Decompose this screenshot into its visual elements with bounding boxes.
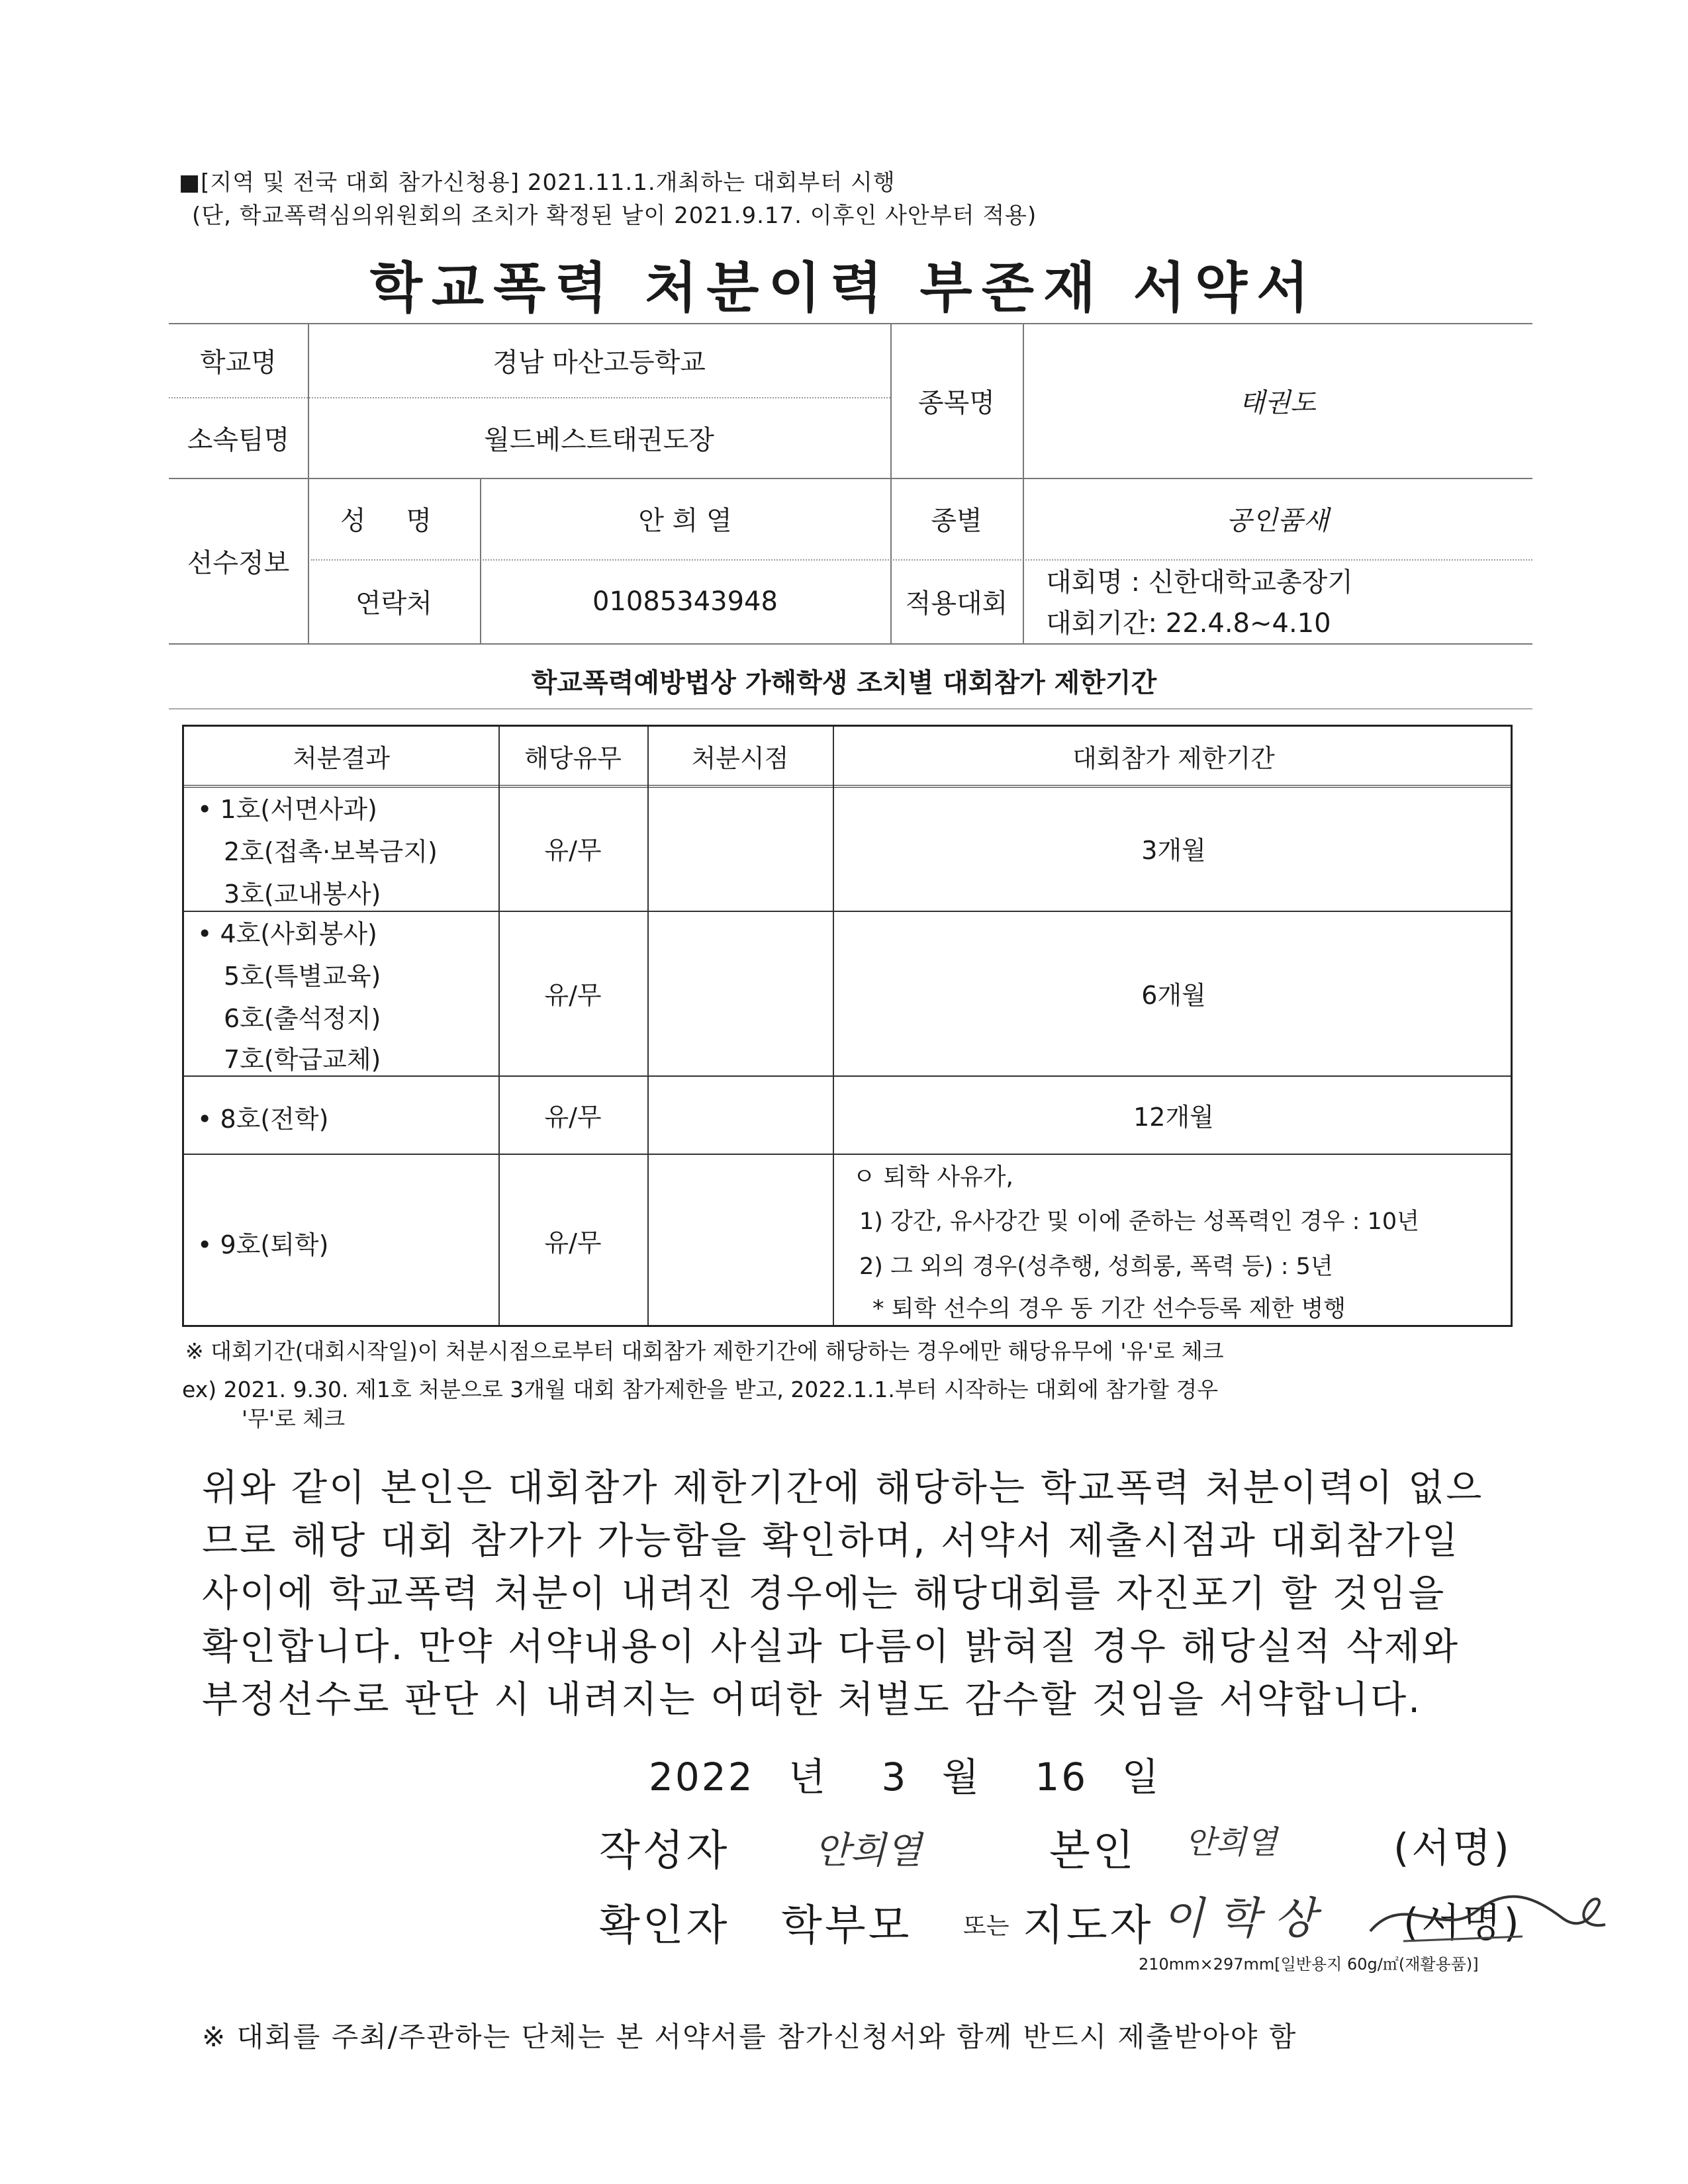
school-label: 학교명 (200, 347, 277, 378)
name-value: 안 희 열 (638, 506, 732, 536)
coach-signature-seal: (서명) (1403, 1900, 1522, 1946)
confirmer-label: 확인자 (599, 1901, 730, 1950)
parent-label: 학부모 (781, 1901, 912, 1950)
applied-competition-label: 적용대회 (905, 588, 1008, 619)
pledge-line: 므로 해당 대회 참가가 가능함을 확인하며, 서약서 제출시점과 대회참가일 (202, 1520, 1460, 1563)
restriction-period: 6개월 (1141, 981, 1206, 1010)
section-title: 학교폭력예방법상 가해학생 조치별 대회참가 제한기간 (531, 668, 1157, 698)
pledge-line: 확인합니다. 만약 서약내용이 사실과 다름이 밝혀질 경우 해당실적 삭제와 (202, 1625, 1460, 1668)
note-line: ※ 대회기간(대회시작일)이 처분시점으로부터 대회참가 제한기간에 해당하는 경우에만 해당유무에 '유'로 체크 (185, 1338, 1224, 1364)
document-title: 학교폭력 처분이력 부존재 서약서 (369, 257, 1319, 320)
applicability-value: 유/무 (544, 981, 602, 1010)
applicability-value: 유/무 (544, 1102, 602, 1132)
section-divider (169, 708, 1532, 709)
restriction-period: 12개월 (1133, 1102, 1214, 1132)
info-border-bottom (169, 643, 1532, 645)
pledge-line: 사이에 학교폭력 처분이 내려진 경우에는 해당대회를 자진포기 할 것임을 (202, 1572, 1446, 1615)
table-header: 대회참가 제한기간 (1072, 743, 1275, 773)
footer-notice: ※ 대회를 주최/주관하는 단체는 본 서약서를 참가신청서와 함께 반드시 제출받아야 함 (202, 2021, 1297, 2053)
sanction-item: • 4호(사회봉사) (197, 919, 377, 948)
restriction-detail: 1) 강간, 유사강간 및 이에 준하는 성폭력인 경우 : 10년 (859, 1208, 1419, 1235)
sanction-item: 3호(교내봉사) (224, 880, 381, 909)
date-line (649, 1746, 1161, 1801)
date-day-unit: 일 (1121, 1754, 1161, 1799)
writer-handwritten-name: 안희열 (814, 1829, 922, 1872)
applicability-value: 유/무 (544, 1228, 602, 1257)
self-signature-seal: (서명) (1393, 1825, 1512, 1872)
table-header: 해당유무 (524, 743, 622, 773)
table-header: 처분결과 (293, 743, 390, 773)
name-label: 성 명 (340, 506, 447, 536)
contact-label: 연락처 (355, 588, 432, 619)
contact-value: 01085343948 (592, 586, 778, 617)
table-header: 처분시점 (691, 743, 789, 773)
team-label: 소속팀명 (187, 424, 290, 455)
or-label: 또는 (963, 1913, 1009, 1940)
competition-period: 대회기간: 22.4.8~4.10 (1046, 608, 1331, 639)
applicability-value: 유/무 (544, 835, 602, 865)
writer-label: 작성자 (599, 1827, 730, 1876)
event-value: 태권도 (1239, 387, 1316, 418)
sanction-item: 5호(특별교육) (224, 962, 381, 991)
restriction-detail: 2) 그 외의 경우(성추행, 성희롱, 폭력 등) : 5년 (859, 1253, 1333, 1280)
sanction-item: • 8호(전학) (197, 1105, 329, 1134)
sanction-item: 2호(접촉·보복금지) (224, 837, 438, 866)
date-month-unit: 월 (941, 1754, 981, 1799)
self-handwritten-name: 안희열 (1185, 1824, 1278, 1861)
signature-scribble (1364, 1878, 1609, 1951)
header-line-1: ■[지역 및 전국 대회 참가신청용] 2021.11.1.개최하는 대회부터 시행 (179, 169, 896, 196)
pledge-line: 부정선수로 판단 시 내려지는 어떠한 처벌도 감수할 것임을 서약합니다. (202, 1678, 1422, 1721)
event-label: 종목명 (918, 387, 995, 418)
coach-label: 지도자 (1023, 1901, 1154, 1950)
competition-name: 대회명 : 신한대학교총장기 (1046, 567, 1353, 598)
restriction-detail: * 퇴학 선수의 경우 동 기간 선수등록 제한 병행 (872, 1296, 1346, 1322)
category-label: 종별 (931, 506, 982, 536)
team-value: 월드베스트태권도장 (484, 424, 714, 455)
sanction-item: 6호(출석정지) (224, 1004, 381, 1033)
date-year: 2022 (649, 1754, 755, 1799)
header-line-2: (단, 학교폭력심의위원회의 조치가 확정된 날이 2021.9.17. 이후인 사안부터 적용) (192, 203, 1037, 229)
sanction-item: 7호(학급교체) (224, 1045, 381, 1074)
pledge-line: 위와 같이 본인은 대회참가 제한기간에 해당하는 학교폭력 처분이력이 없으 (202, 1467, 1484, 1510)
school-value: 경남 마산고등학교 (492, 347, 706, 378)
note-line: ex) 2021. 9.30. 제1호 처분으로 3개월 대회 참가제한을 받고, 2022.1.1.부터 시작하는 대회에 참가할 경우 (182, 1377, 1219, 1402)
date-month: 3 (881, 1754, 908, 1799)
sanction-item: • 9호(퇴학) (197, 1230, 329, 1259)
sanction-table (182, 725, 1513, 1327)
restriction-period: 3개월 (1141, 835, 1206, 865)
sanction-item: • 1호(서면사과) (197, 795, 377, 824)
self-label: 본인 (1049, 1827, 1137, 1876)
restriction-detail: ㅇ 퇴학 사유가, (853, 1163, 1013, 1191)
table-row-divider (184, 1154, 1511, 1155)
date-year-unit: 년 (788, 1754, 828, 1799)
coach-handwritten-name: 이 학 상 (1162, 1893, 1317, 1944)
date-day: 16 (1035, 1754, 1088, 1799)
table-col-line (647, 727, 649, 1325)
category-value: 공인품새 (1226, 506, 1329, 536)
note-line: '무'로 체크 (242, 1406, 346, 1432)
player-info-label: 선수정보 (187, 547, 290, 578)
paper-spec: 210mm×297mm[일반용지 60g/㎡(재활용품)] (1139, 1955, 1479, 1974)
